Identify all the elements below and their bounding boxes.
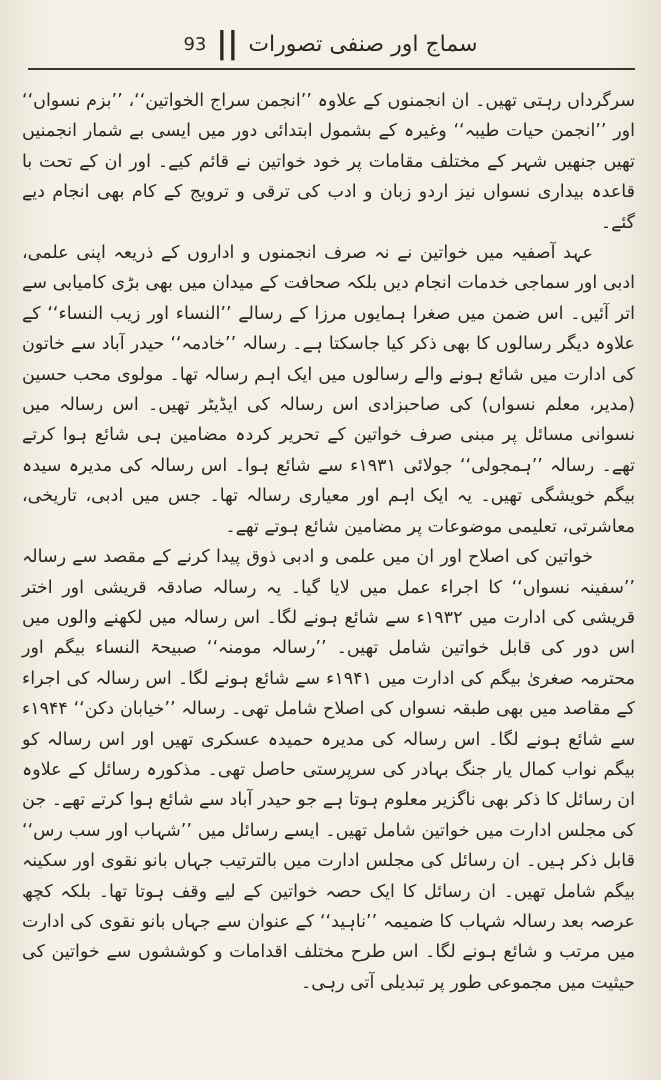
paragraph: سرگرداں رہتی تھیں۔ ان انجمنوں کے علاوہ ’’انجمن سراج الخواتین‘‘، ’’بزم نسواں‘‘ اور ’’انجمن حیات طیبہ‘‘ وغیرہ کے بشمول ابتدائی دور میں ایسی بے شمار انجمنیں تھیں جنھیں شہر کے مختلف مقامات پر خود خواتین نے قائم کیے۔ اور ان کے تحت با قاعدہ بیداری نسواں نیز اردو زبان و ادب کی ترقی و ترویج کے کام بھی انجام دیے گئے۔ — [22, 91, 635, 233]
page-body — [22, 86, 635, 998]
header-rule — [28, 68, 635, 70]
running-header — [0, 24, 661, 64]
paragraph: خواتین کی اصلاح اور ان میں علمی و ادبی ذوق پیدا کرنے کے مقصد سے رسالہ ’’سفینہ نسواں‘‘ کا اجراء عمل میں لایا گیا۔ یہ رسالہ صادقہ قریشی اور اختر قریشی کی ادارت میں ۱۹۳۲ء سے شائع ہونے لگا۔ اس رسالہ میں لکھنے والوں میں اس دور کی قابل خواتین شامل تھیں۔ ’’رسالہ مومنہ‘‘ صبیحۃ النساء بیگم اور محترمہ صغریٰ بیگم کی ادارت میں ۱۹۴۱ء سے شائع ہونے لگا۔ اس رسالہ کی اجراء کے مقاصد میں بھی طبقہ نسواں کی اصلاح شامل تھی۔ رسالہ ’’خیابان دکن‘‘ ۱۹۴۴ء سے شائع ہونے لگا۔ اس رسالہ کی مدیرہ حمیدہ عسکری تھیں اور اس رسالہ کو بیگم نواب کمال یار جنگ بہادر کی سرپرستی حاصل تھی۔ مذکورہ رسائل کے علاوہ ان رسائل کا ذکر بھی ناگزیر معلوم ہوتا ہے جو حیدر آباد سے شائع ہوا کرتے تھے۔ جن کی مجلس ادارت میں خواتین شامل تھیں۔ ایسے رسائل میں ’’شہاب اور سب رس‘‘ قابل ذکر ہیں۔ ان رسائل کی مجلس ادارت میں بالترتیب جہاں بانو نقوی اور سکینہ بیگم شامل تھیں۔ ان رسائل کا ایک حصہ خواتین کے لیے وقف ہوتا تھا۔ بلکہ کچھ عرصہ بعد رسالہ شہاب کا ضمیمہ ’’ناہید‘‘ کے عنوان سے جہاں بانو نقوی کی ادارت میں مرتب و شائع ہونے لگا۔ اس طرح مختلف اقدامات و کوششوں سے خواتین کی حیثیت میں مجموعی طور پر تبدیلی آتی رہی۔ — [22, 547, 635, 993]
running-title: سماج اور صنفی تصورات — [248, 31, 478, 57]
page-number: 93 — [183, 33, 207, 55]
paragraph: عہد آصفیہ میں خواتین نے نہ صرف انجمنوں و اداروں کے ذریعہ اپنی علمی، ادبی اور سماجی خدمات انجام دیں بلکہ صحافت کے میدان میں بھی بڑی کامیابی سے اتر آئیں۔ اس ضمن میں صغرا ہمایوں مرزا کے رسالے ’’النساء اور زیب النساء‘‘ کے علاوہ دیگر رسالوں کا بھی ذکر کیا جاسکتا ہے۔ رسالہ ’’خادمہ‘‘ حیدر آباد سے خاتون کی ادارت میں شائع ہونے والے رسالوں میں ایک اہم رسالہ تھا۔ مولوی محب حسین (مدیر، معلم نسواں) کی صاحبزادی اس رسالہ کی ایڈیٹر تھیں۔ اس رسالہ میں نسوانی مسائل پر مبنی صرف خواتین کے تحریر کردہ مضامین ہی شائع ہوا کرتے تھے۔ رسالہ ’’ہمجولی‘‘ جولائی ۱۹۳۱ء سے شائع ہوا۔ اس رسالہ کی مدیرہ سیدہ بیگم خویشگی تھیں۔ یہ ایک اہم اور معیاری رسالہ تھا۔ جس میں ادبی، تاریخی، معاشرتی، تعلیمی موضوعات پر مضامین شائع ہوتے تھے۔ — [22, 243, 635, 537]
header-separator: || — [216, 26, 239, 61]
